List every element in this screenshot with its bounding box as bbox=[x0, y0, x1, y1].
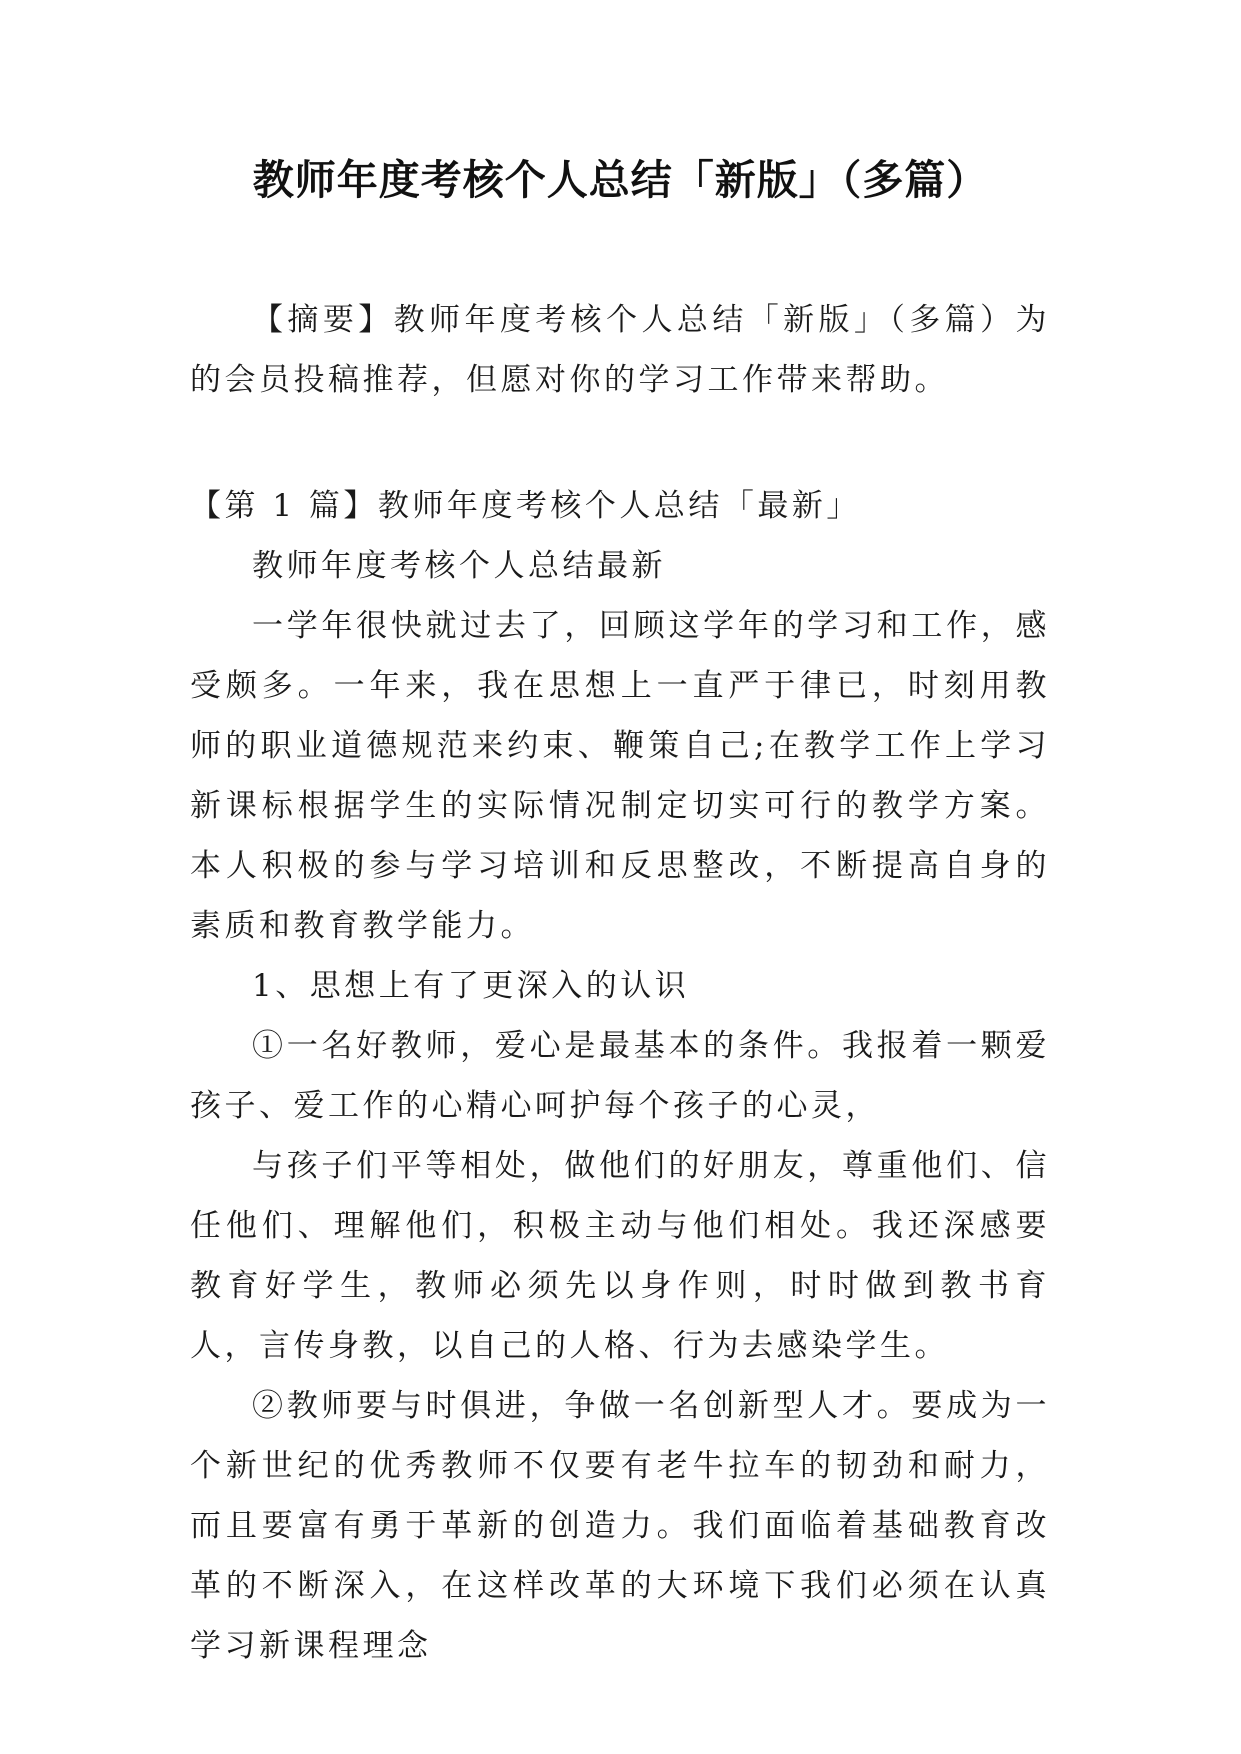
body-paragraph: ①一名好教师，爱心是最基本的条件。我报着一颗爱孩子、爱工作的心精心呵护每个孩子的心灵， bbox=[190, 1028, 1050, 1124]
paragraph-gap bbox=[190, 410, 1050, 476]
body-paragraph: 与孩子们平等相处，做他们的好朋友，尊重他们、信任他们、理解他们，积极主动与他们相处。我还深感要教育好学生，教师必须先以身作则，时时做到教书育人，言传身教，以自己的人格、行为去感染学生。 bbox=[190, 1148, 1050, 1364]
body-paragraph: 一学年很快就过去了，回顾这学年的学习和工作，感受颇多。一年来，我在思想上一直严于律已，时刻用教师的职业道德规范来约束、鞭策自己;在教学工作上学习新课标根据学生的实际情况制定切实可行的教学方案。本人积极的参与学习培训和反思整改，不断提高自身的素质和教育教学能力。 bbox=[190, 608, 1050, 944]
section-subtitle: 教师年度考核个人总结最新 bbox=[252, 548, 666, 584]
abstract-paragraph: 【摘要】教师年度考核个人总结「新版」（多篇）为的会员投稿推荐，但愿对你的学习工作带来帮助。 bbox=[190, 302, 1050, 398]
list-heading: 1、思想上有了更深入的认识 bbox=[252, 968, 690, 1004]
document-title: 教师年度考核个人总结「新版」（多篇） bbox=[252, 156, 989, 204]
body-paragraph: ②教师要与时俱进，争做一名创新型人才。要成为一个新世纪的优秀教师不仅要有老牛拉车的韧劲和耐力，而且要富有勇于革新的创造力。我们面临着基础教育改革的不断深入，在这样改革的大环境下我们必须在认真学习新课程理念 bbox=[190, 1388, 1050, 1664]
document-body bbox=[190, 290, 1050, 1676]
section-heading: 【第 1 篇】教师年度考核个人总结「最新」 bbox=[190, 488, 861, 524]
